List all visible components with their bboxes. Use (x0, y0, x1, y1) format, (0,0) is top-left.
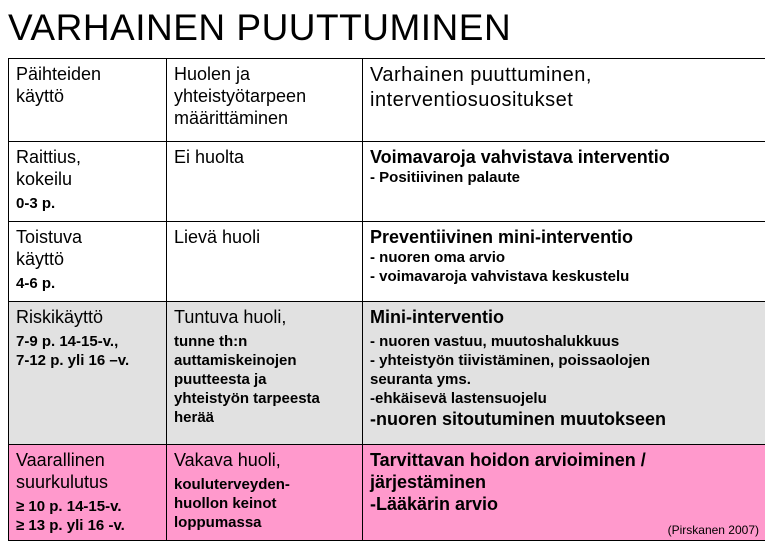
intervention-label: Tarvittavan hoidon arvioiminen / järjestäminen -Lääkärin arvio (370, 449, 758, 515)
concern-label: Tuntuva huoli, (174, 306, 355, 328)
concern-cell (167, 445, 363, 541)
intervention-label: Mini-interventio (370, 306, 758, 328)
table-row (9, 142, 765, 222)
table-row (9, 445, 765, 541)
intervention-cell (363, 302, 765, 445)
header-substance-use: Päihteiden käyttö (9, 59, 167, 142)
page-title: VARHAINEN PUUTTUMINEN (8, 6, 511, 50)
use-label: Raittius, kokeilu (16, 146, 159, 190)
concern-cell (167, 142, 363, 222)
intervention-cell (363, 222, 765, 302)
intervention-details: - nuoren oma arvio - voimavaroja vahvistava keskustelu (370, 248, 758, 286)
concern-cell (167, 222, 363, 302)
concern-detail: tunne th:n auttamiskeinojen puutteesta ja yhteistyön tarpeesta herää (174, 332, 355, 427)
points-label: 7-9 p. 14-15-v., 7-12 p. yli 16 –v. (16, 332, 159, 370)
concern-label: Vakava huoli, (174, 449, 355, 471)
intervention-table (8, 58, 765, 541)
table-header-row (9, 59, 765, 142)
intervention-details: - nuoren vastuu, muutoshalukkuus - yhteistyön tiivistäminen, poissaolojen seuranta yms. -ehkäisevä lastensuojelu (370, 332, 758, 408)
intervention-cell (363, 445, 765, 541)
use-label: Riskikäyttö (16, 306, 159, 328)
citation: (Pirskanen 2007) (668, 523, 759, 537)
intervention-label: Preventiivinen mini-interventio (370, 226, 758, 248)
table-row (9, 222, 765, 302)
intervention-details: - Positiivinen palaute (370, 168, 758, 187)
use-cell (9, 445, 167, 541)
intervention-details-emphasis: -nuoren sitoutuminen muutokseen (370, 408, 758, 430)
intervention-label: Voimavaroja vahvistava interventio (370, 146, 758, 168)
concern-cell (167, 302, 363, 445)
use-cell (9, 222, 167, 302)
use-cell (9, 142, 167, 222)
use-label: Toistuva käyttö (16, 226, 159, 270)
concern-label: Lievä huoli (174, 226, 355, 248)
points-label: 4-6 p. (16, 274, 159, 293)
use-label: Vaarallinen suurkulutus (16, 449, 159, 493)
use-cell (9, 302, 167, 445)
header-intervention: Varhainen puuttuminen, interventiosuositukset (363, 59, 765, 142)
concern-label: Ei huolta (174, 146, 355, 168)
points-label: ≥ 10 p. 14-15-v. ≥ 13 p. yli 16 -v. (16, 497, 159, 535)
table-row (9, 302, 765, 445)
concern-detail: kouluterveyden- huollon keinot loppumassa (174, 475, 355, 532)
intervention-cell (363, 142, 765, 222)
points-label: 0-3 p. (16, 194, 159, 213)
header-concern: Huolen ja yhteistyötarpeen määrittäminen (167, 59, 363, 142)
